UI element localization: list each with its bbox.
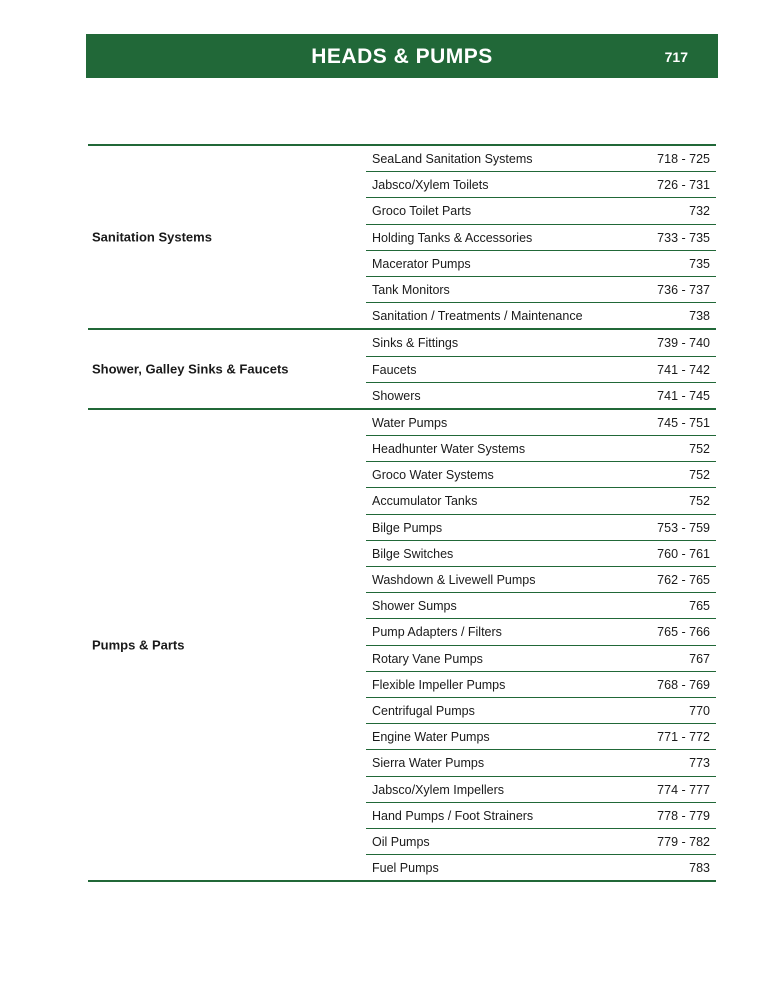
- page-number: 717: [664, 49, 688, 65]
- entry-title: Centrifugal Pumps: [372, 703, 475, 718]
- section-entries: [366, 410, 716, 880]
- toc-entry: [366, 724, 716, 750]
- toc-entry: [366, 567, 716, 593]
- toc-entry: [366, 198, 716, 224]
- toc-entry: [366, 672, 716, 698]
- entry-title: Water Pumps: [372, 415, 448, 430]
- entry-pages: 726 - 731: [657, 178, 710, 193]
- toc-entry: [366, 593, 716, 619]
- toc-entry: [366, 803, 716, 829]
- entry-title: Flexible Impeller Pumps: [372, 677, 506, 692]
- entry-title: Engine Water Pumps: [372, 730, 490, 745]
- toc-entry: [366, 436, 716, 462]
- entry-title: Groco Water Systems: [372, 468, 494, 483]
- toc-entry: [366, 829, 716, 855]
- entry-pages: 752: [689, 494, 710, 509]
- entry-pages: 745 - 751: [657, 415, 710, 430]
- entry-pages: 774 - 777: [657, 782, 710, 797]
- entry-title: Bilge Pumps: [372, 520, 443, 535]
- toc-entry: [366, 410, 716, 436]
- toc-entry: [366, 855, 716, 880]
- entry-pages: 783: [689, 861, 710, 876]
- entry-title: Holding Tanks & Accessories: [372, 230, 533, 245]
- entry-pages: 739 - 740: [657, 336, 710, 351]
- entry-pages: 752: [689, 442, 710, 457]
- toc-entry: [366, 172, 716, 198]
- entry-title: Macerator Pumps: [372, 256, 471, 271]
- section-label: Shower, Galley Sinks & Faucets: [92, 361, 289, 377]
- entry-title: Sierra Water Pumps: [372, 756, 485, 771]
- section-label: Sanitation Systems: [92, 229, 212, 245]
- entry-pages: 741 - 742: [657, 362, 710, 377]
- toc-entry: [366, 750, 716, 776]
- entry-pages: 741 - 745: [657, 388, 710, 403]
- entry-title: SeaLand Sanitation Systems: [372, 152, 533, 166]
- entry-title: Sanitation / Treatments / Maintenance: [372, 309, 583, 324]
- toc-entry: [366, 357, 716, 383]
- entry-title: Oil Pumps: [372, 834, 430, 849]
- entry-pages: 760 - 761: [657, 546, 710, 561]
- entry-title: Hand Pumps / Foot Strainers: [372, 808, 534, 823]
- entry-pages: 770: [689, 703, 710, 718]
- entry-title: Jabsco/Xylem Toilets: [372, 178, 489, 193]
- entry-title: Shower Sumps: [372, 599, 457, 614]
- toc-entry: [366, 541, 716, 567]
- entry-title: Washdown & Livewell Pumps: [372, 573, 536, 587]
- entry-pages: 779 - 782: [657, 834, 710, 849]
- toc-entry: [366, 515, 716, 541]
- entry-pages: 738: [689, 309, 710, 324]
- entry-title: Tank Monitors: [372, 282, 450, 297]
- entry-title: Faucets: [372, 362, 417, 377]
- toc-section: [88, 408, 716, 882]
- table-of-contents: [88, 144, 716, 882]
- toc-entry: [366, 225, 716, 251]
- entry-title: Fuel Pumps: [372, 861, 439, 876]
- entry-title: Pump Adapters / Filters: [372, 625, 502, 640]
- entry-pages: 773: [689, 756, 710, 771]
- entry-pages: 735: [689, 256, 710, 271]
- toc-entry: [366, 277, 716, 303]
- section-entries: [366, 146, 716, 328]
- entry-pages: 768 - 769: [657, 677, 710, 692]
- toc-section: [88, 144, 716, 328]
- entry-pages: 718 - 725: [657, 152, 710, 166]
- entry-title: Rotary Vane Pumps: [372, 651, 483, 666]
- toc-entry: [366, 488, 716, 514]
- toc-entry: [366, 698, 716, 724]
- entry-pages: 778 - 779: [657, 808, 710, 823]
- entry-pages: 736 - 737: [657, 282, 710, 297]
- entry-title: Jabsco/Xylem Impellers: [372, 782, 504, 797]
- entry-pages: 765 - 766: [657, 625, 710, 640]
- entry-pages: 765: [689, 599, 710, 614]
- entry-pages: 753 - 759: [657, 520, 710, 535]
- entry-title: Bilge Switches: [372, 546, 454, 561]
- toc-entry: [366, 383, 716, 408]
- toc-entry: [366, 777, 716, 803]
- toc-entry: [366, 303, 716, 328]
- entry-title: Sinks & Fittings: [372, 336, 459, 351]
- entry-pages: 752: [689, 468, 710, 483]
- toc-entry: [366, 619, 716, 645]
- entry-title: Headhunter Water Systems: [372, 442, 526, 457]
- entry-pages: 762 - 765: [657, 573, 710, 587]
- toc-section: [88, 328, 716, 408]
- toc-entry: [366, 251, 716, 277]
- section-label: Pumps & Parts: [92, 637, 185, 653]
- page-title: HEADS & PUMPS: [311, 45, 493, 68]
- entry-pages: 767: [689, 651, 710, 666]
- toc-entry: [366, 146, 716, 172]
- toc-entry: [366, 646, 716, 672]
- toc-entry: [366, 462, 716, 488]
- header-bar: [86, 34, 718, 78]
- toc-entry: [366, 330, 716, 356]
- entry-title: Accumulator Tanks: [372, 494, 478, 509]
- entry-title: Groco Toilet Parts: [372, 204, 472, 219]
- entry-pages: 732: [689, 204, 710, 219]
- entry-pages: 733 - 735: [657, 230, 710, 245]
- section-entries: [366, 330, 716, 408]
- entry-title: Showers: [372, 388, 421, 403]
- entry-pages: 771 - 772: [657, 730, 710, 745]
